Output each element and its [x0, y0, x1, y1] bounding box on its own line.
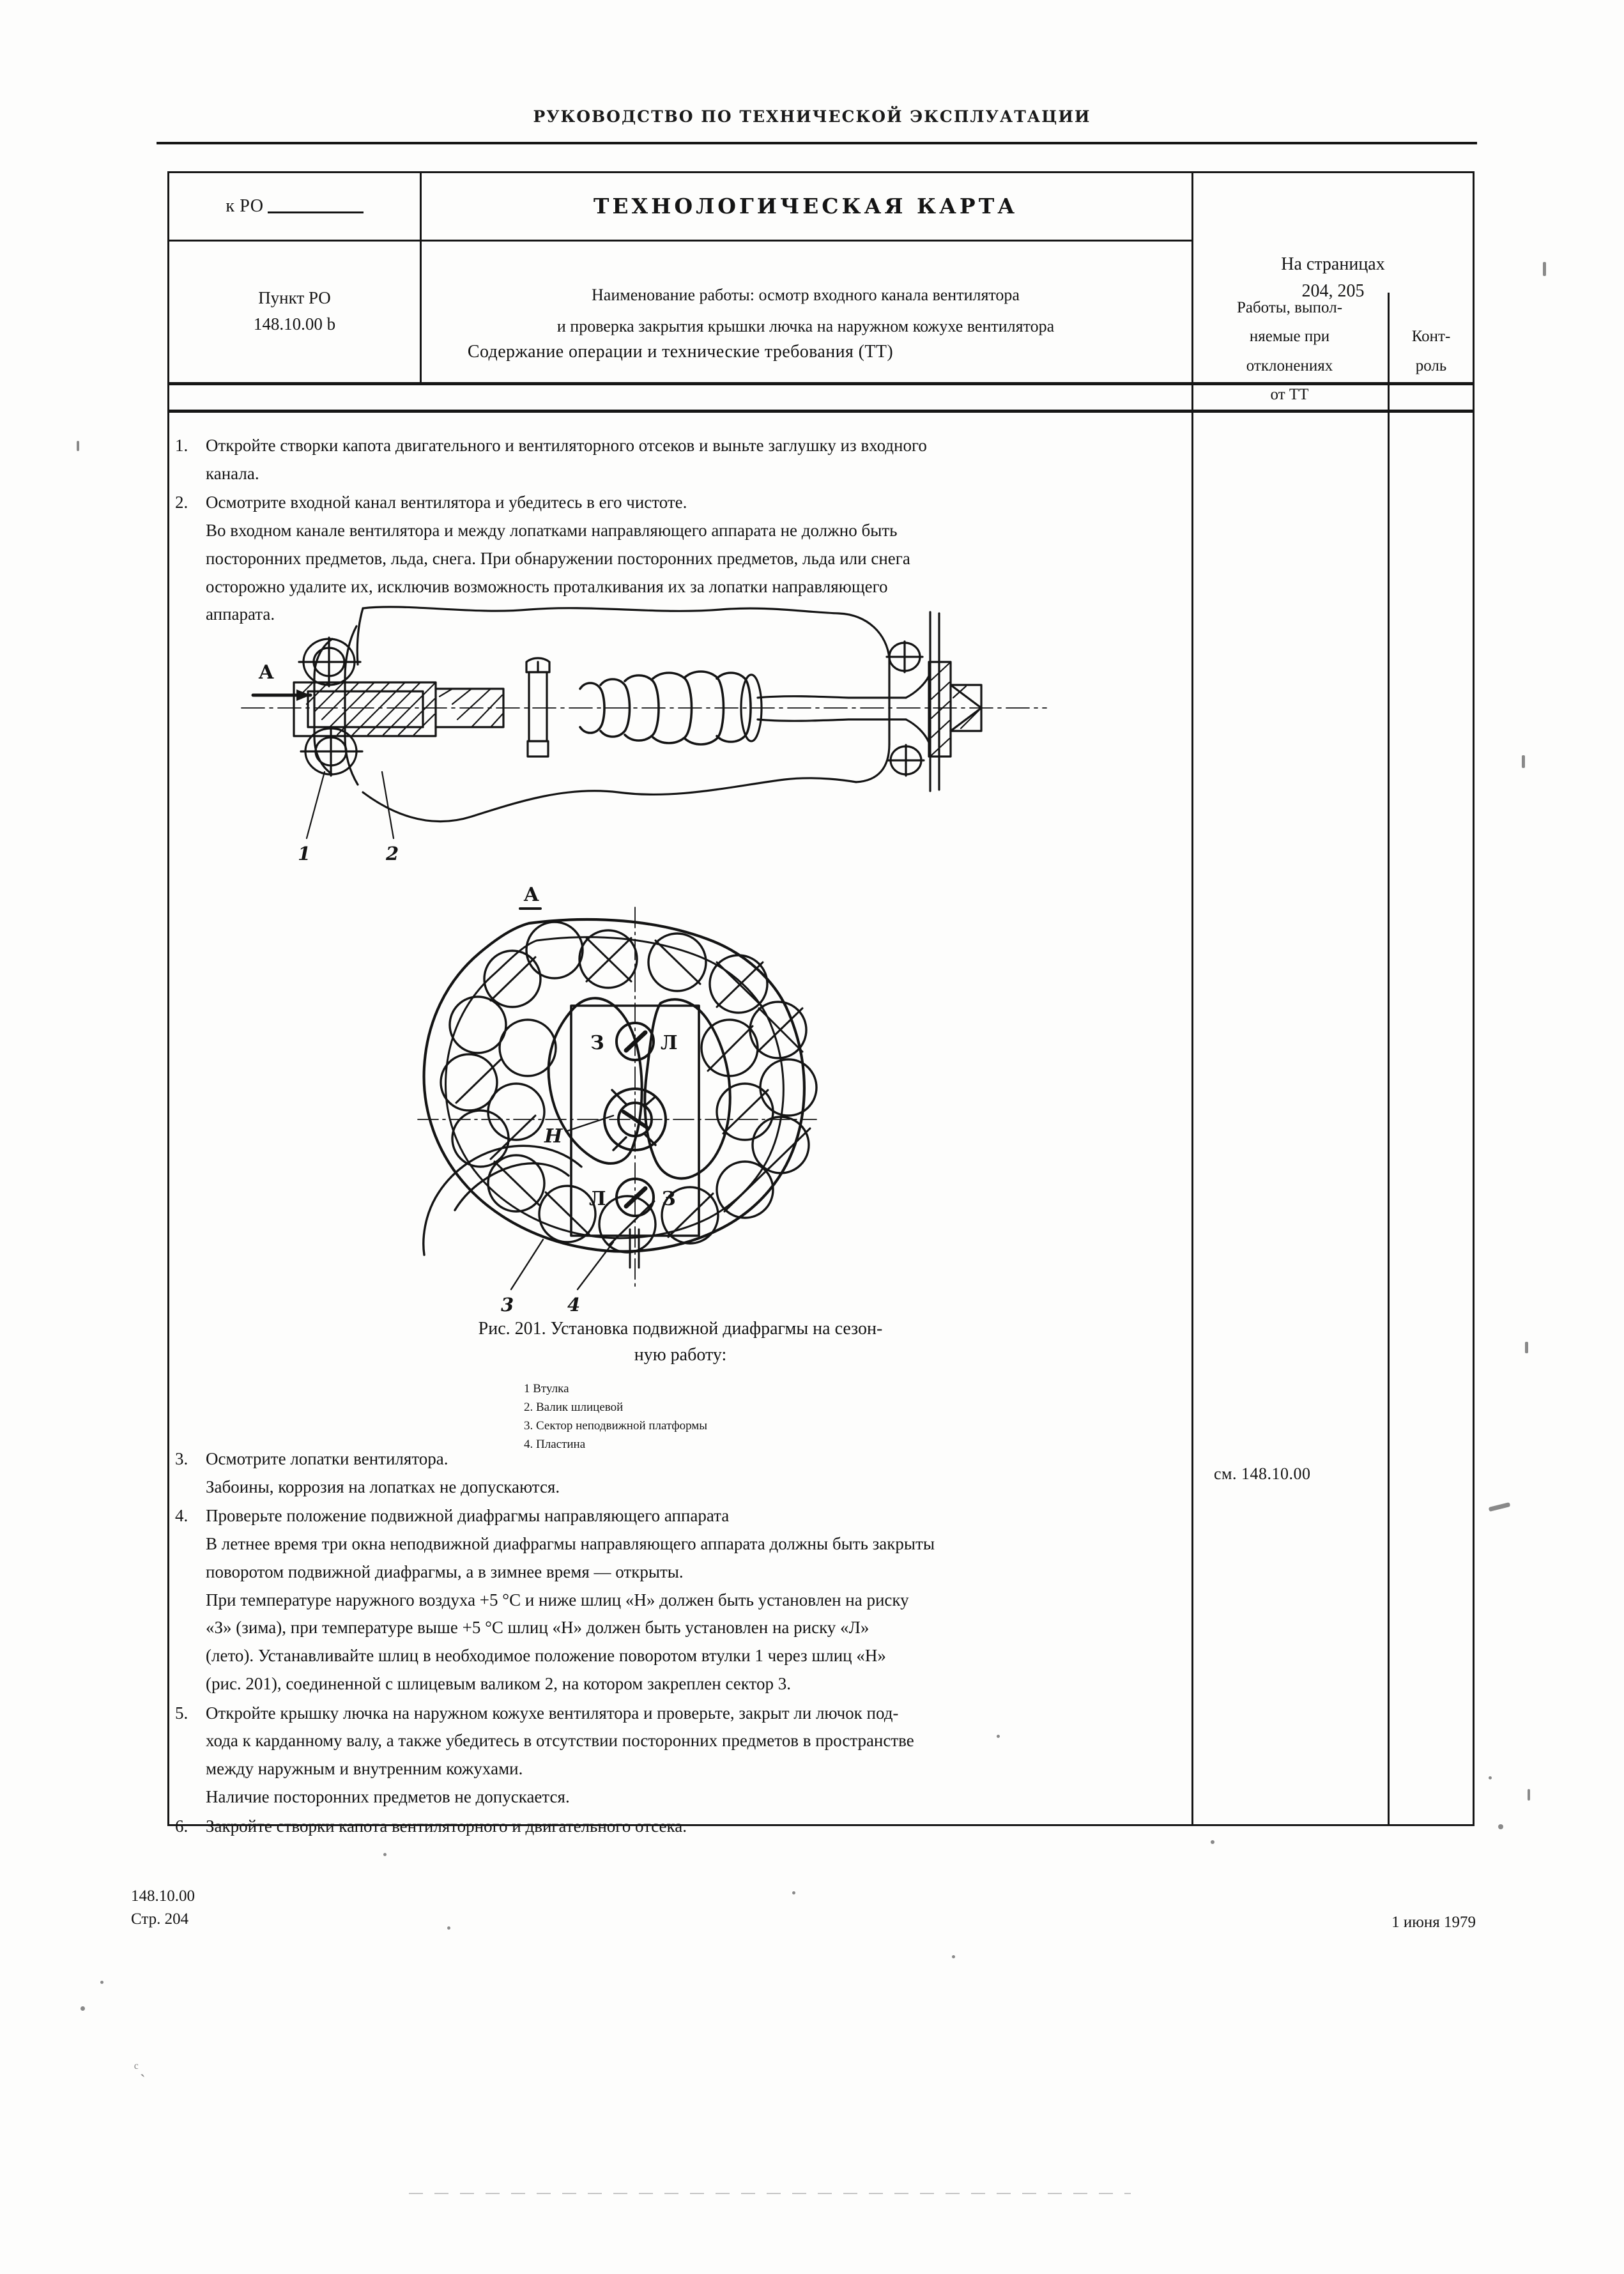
step-subtext: «З» (зима), при температуре выше +5 °C шлиц «Н» должен быть установлен на риску «Л»: [206, 1618, 869, 1638]
scan-speckle: [1211, 1840, 1214, 1844]
work-name-line-2: и проверка закрытия крышки лючка на наружном кожухе вентилятора: [556, 316, 1055, 335]
step-text: Откройте створки капота двигательного и вентиляторного отсеков и выньте заглушку из входного: [206, 436, 927, 455]
step-number: 2.: [175, 493, 188, 512]
step-number: 6.: [175, 1816, 188, 1836]
kro-cell: [169, 173, 420, 240]
callout-4: 4: [567, 1294, 581, 1316]
view-label-a: A: [524, 884, 539, 906]
legend-item: 4. Пластина: [524, 1437, 586, 1451]
step-subtext: Наличие посторонних предметов не допускается.: [206, 1786, 570, 1806]
mark-winter-bottom: З: [662, 1188, 676, 1210]
scan-speckle: [447, 1926, 450, 1930]
footer-code: 148.10.00: [131, 1887, 195, 1905]
step-text: Откройте крышку лючка на наружном кожухе вентилятора и проверьте, закрыт ли лючок под-: [206, 1703, 899, 1723]
scan-speckle: [1522, 755, 1525, 768]
col-works-line-4: от ТТ: [1270, 386, 1309, 403]
step-subtext: Забоины, коррозия на лопатках не допускаются.: [206, 1477, 560, 1496]
step-subtext: осторожно удалите их, исключив возможность проталкивания их за лопатки направляющего: [206, 576, 888, 596]
slot-label-n: Н: [544, 1125, 563, 1148]
punkt-value: 148.10.00 b: [253, 314, 336, 334]
step-number: 5.: [175, 1703, 188, 1723]
col-content-label: Содержание операции и технические требования (ТТ): [467, 342, 894, 362]
card-title: ТЕХНОЛОГИЧЕСКАЯ КАРТА: [593, 193, 1018, 219]
footer-left: [131, 1885, 195, 1932]
figure-legend: [524, 1380, 971, 1454]
mark-summer-bottom: Л: [589, 1188, 606, 1210]
step-item: [171, 1813, 1232, 1841]
steps-bottom-block: [171, 1445, 1232, 1841]
step-subtext: (лето). Устанавливайте шлиц в необходимое положение поворотом втулки 1 через шлиц «Н»: [206, 1646, 886, 1666]
step-subtext: В летнее время три окна неподвижной диафрагмы направляющего аппарата должны быть закрыты: [206, 1534, 935, 1554]
step-text: канала.: [206, 463, 259, 483]
col-works-line-3: отклонениях: [1246, 357, 1333, 374]
legend-item: 2. Валик шлицевой: [524, 1400, 624, 1414]
scan-speckle: [997, 1735, 1000, 1738]
steps-top-list: [171, 432, 1232, 629]
step-item: [171, 432, 1232, 488]
row-divider-4: [169, 410, 1473, 413]
callout-2: 2: [386, 843, 399, 864]
step-text: Проверьте положение подвижной диафрагмы направляющего аппарата: [206, 1506, 730, 1526]
scan-speckle: [1525, 1342, 1528, 1353]
figure-caption-line-1: Рис. 201. Установка подвижной диафрагмы на сезон-: [478, 1319, 883, 1339]
header-rule: [157, 142, 1477, 144]
scan-speckle: [80, 2006, 85, 2011]
step-subtext: При температуре наружного воздуха +5 °C и ниже шлиц «Н» должен быть установлен на риску: [206, 1590, 909, 1609]
figure-201: [171, 601, 1232, 1319]
scan-speckle: [1528, 1789, 1530, 1801]
scan-bottom-line: [409, 2193, 1131, 2194]
mark-summer-top: Л: [661, 1032, 678, 1054]
footer-page: Стр. 204: [131, 1910, 189, 1928]
step-item: [171, 1700, 1232, 1811]
step-subtext: посторонних предметов, льда, снега. При обнаружении посторонних предметов, льда или снега: [206, 548, 910, 568]
step-text: Осмотрите входной канал вентилятора и убедитесь в его чистоте.: [206, 493, 687, 512]
scan-speckle: [77, 441, 79, 451]
figure-caption: [383, 1316, 977, 1368]
kro-label: к РО: [226, 196, 264, 217]
step-text: хода к карданному валу, а также убедитесь в отсутствии посторонних предметов в пространстве: [206, 1731, 914, 1751]
figure-201-drawing: [171, 601, 1232, 1316]
step-number: 4.: [175, 1506, 188, 1526]
steps-bottom-list: [171, 1445, 1232, 1840]
footer-date: 1 июня 1979: [1391, 1914, 1476, 1931]
scan-speckle: [952, 1955, 955, 1958]
scan-speckle: [383, 1853, 387, 1856]
deviation-note: см. 148.10.00: [1214, 1464, 1311, 1483]
col-control-line-1: Конт-: [1411, 328, 1451, 345]
step-number: 3.: [175, 1449, 188, 1468]
scan-speckle: [792, 1891, 795, 1894]
col-divider-4: [1388, 293, 1390, 1824]
legend-item: 1 Втулка: [524, 1382, 569, 1395]
scan-mark: ᶜ ̖: [134, 2059, 143, 2077]
col-works-line-2: няемые при: [1249, 328, 1330, 345]
callout-3: 3: [501, 1294, 514, 1316]
works-column-header: [1191, 293, 1388, 410]
punkt-label: Пункт РО: [258, 288, 331, 307]
scan-speckle: [100, 1981, 103, 1984]
scan-speckle: [1489, 1776, 1492, 1779]
card-title-cell: [420, 173, 1191, 240]
running-head: РУКОВОДСТВО ПО ТЕХНИЧЕСКОЙ ЭКСПЛУАТАЦИИ: [533, 107, 1091, 126]
step-subtext: поворотом подвижной диафрагмы, а в зимнее время — открыты.: [206, 1562, 684, 1581]
work-name-line-1: Наименование работы: осмотр входного канала вентилятора: [592, 286, 1020, 305]
step-subtext: аппарата.: [206, 604, 275, 624]
step-number: 1.: [175, 436, 188, 455]
step-item: [171, 1445, 1232, 1501]
legend-item: 3. Сектор неподвижной платформы: [524, 1418, 708, 1433]
col-control-line-2: роль: [1415, 357, 1447, 374]
scan-speckle: [1498, 1824, 1503, 1829]
scan-speckle: [1489, 1502, 1511, 1512]
kro-blank-line: [268, 200, 364, 213]
step-text: Осмотрите лопатки вентилятора.: [206, 1449, 448, 1468]
scan-speckle: [1543, 262, 1546, 276]
step-subtext: (рис. 201), соединенной с шлицевым валиком 2, на котором закреплен сектор 3.: [206, 1673, 791, 1693]
figure-caption-line-2: ную работу:: [634, 1344, 727, 1365]
control-column-header: [1388, 293, 1475, 410]
mark-winter-top: З: [590, 1032, 604, 1054]
step-item: [171, 1502, 1232, 1698]
content-column-header-label: [169, 295, 1191, 410]
step-subtext: Во входном канале вентилятора и между лопатками направляющего аппарата не должно быть: [206, 521, 898, 541]
callout-1: 1: [298, 843, 311, 864]
pages-label: На страницах: [1281, 254, 1385, 274]
step-text: Закройте створки капота вентиляторного и двигательного отсека.: [206, 1816, 687, 1836]
pages-value: 204, 205: [1301, 280, 1365, 301]
section-arrow-label: A: [259, 661, 274, 684]
step-text: между наружным и внутренним кожухами.: [206, 1759, 523, 1779]
col-works-line-1: Работы, выпол-: [1236, 298, 1343, 316]
